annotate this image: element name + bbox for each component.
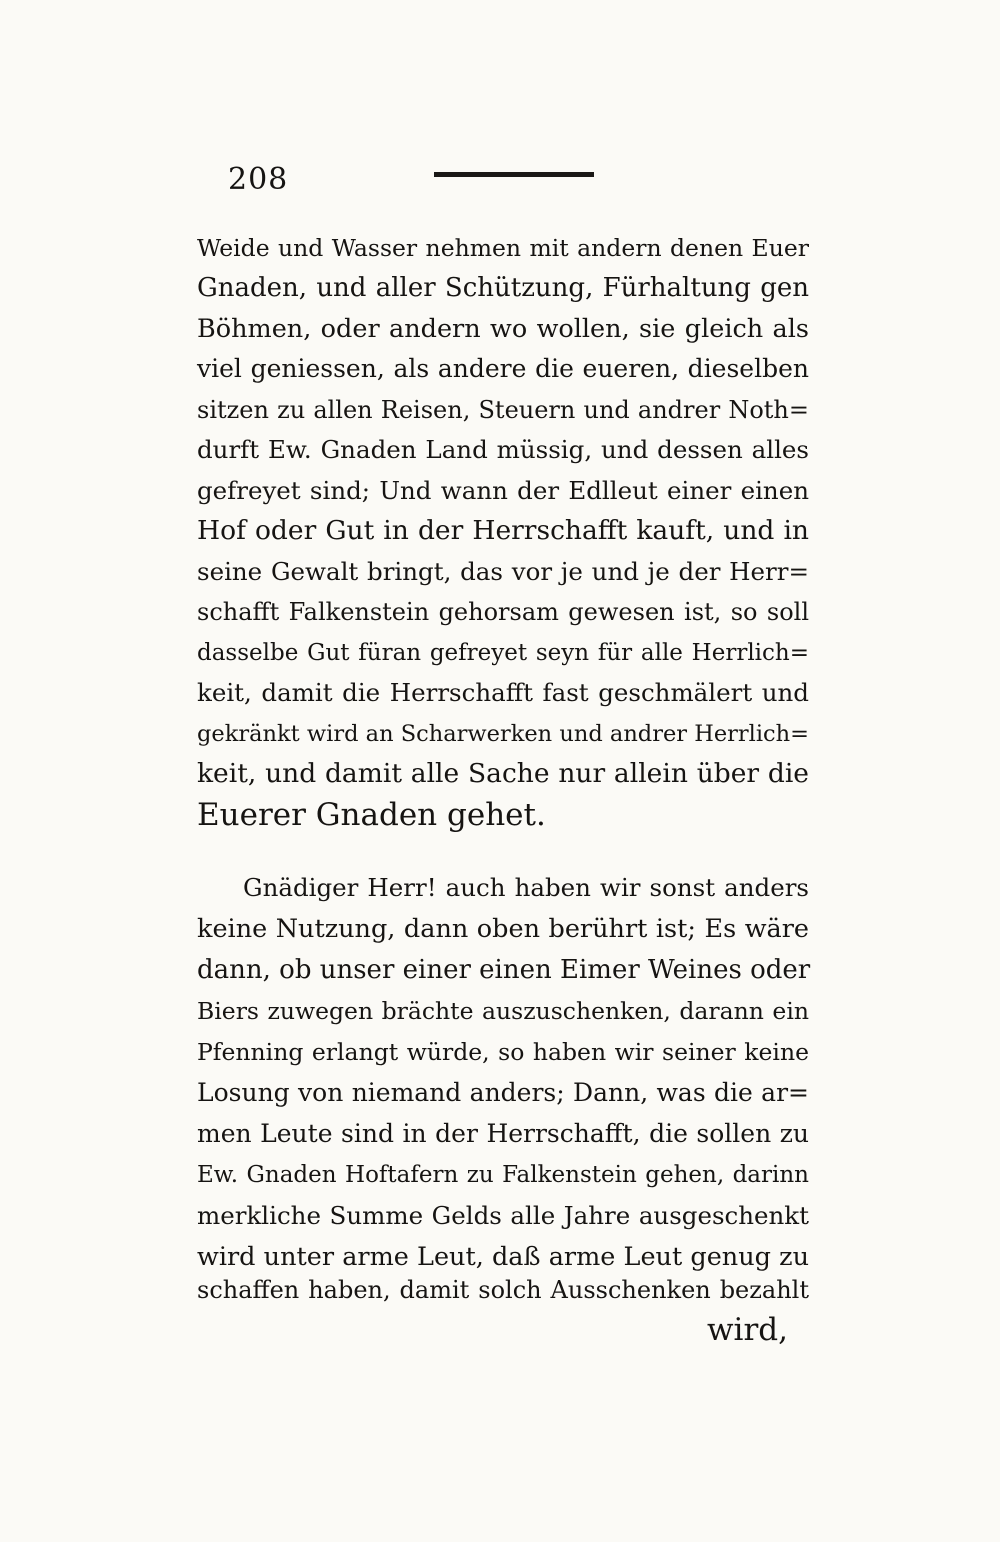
text-line: wird unter arme Leut, daß arme Leut genug zu [197, 1242, 809, 1272]
page-number: 208 [228, 162, 289, 197]
text-line: Ew. Gnaden Hoftafern zu Falkenstein gehen, darinn [197, 1162, 809, 1188]
text-line: keine Nutzung, dann oben berührt ist; Es wäre [197, 914, 809, 944]
text-line: gefreyet sind; Und wann der Edlleut einer einen [197, 476, 809, 505]
text-line: Gnädiger Herr! auch haben wir sonst anders [243, 873, 809, 902]
text-line: durft Ew. Gnaden Land müssig, und dessen alles [197, 435, 809, 464]
text-line: viel geniessen, als andere die eueren, dieselben [197, 354, 809, 383]
text-line: Pfenning erlangt würde, so haben wir seiner keine [197, 1038, 809, 1066]
text-line: schafft Falkenstein gehorsam gewesen ist, so soll [197, 598, 809, 626]
text-line: schaffen haben, damit solch Ausschenken bezahlt [197, 1276, 809, 1304]
text-line: Losung von niemand anders; Dann, was die ar= [197, 1078, 809, 1107]
text-line: dann, ob unser einer einen Eimer Weines oder [197, 955, 811, 985]
text-line: merkliche Summe Gelds alle Jahre ausgeschenkt [197, 1201, 809, 1230]
text-line: Böhmen, oder andern wo wollen, sie gleich als [197, 314, 809, 344]
text-line: Gnaden, und aller Schützung, Fürhaltung gen [197, 273, 809, 303]
text-line: keit, damit die Herrschafft fast geschmälert und [197, 678, 809, 707]
text-line: gekränkt wird an Scharwerken und andrer Herrlich= [197, 721, 809, 747]
text-line: Euerer Gnaden gehet. [197, 797, 546, 833]
header-rule [434, 172, 594, 177]
text-line: keit, und damit alle Sache nur allein über die [197, 758, 809, 789]
text-line: Biers zuwegen brächte auszuschenken, darann ein [197, 997, 809, 1025]
text-line: Weide und Wasser nehmen mit andern denen Euer [197, 234, 809, 262]
text-line: seine Gewalt bringt, das vor je und je der Herr= [197, 557, 809, 586]
text-line: sitzen zu allen Reisen, Steuern und andrer Noth= [197, 396, 809, 424]
catchword: wird, [707, 1312, 788, 1348]
text-line: Hof oder Gut in der Herrschafft kauft, und in [197, 515, 809, 546]
text-line: men Leute sind in der Herrschafft, die sollen zu [197, 1119, 809, 1148]
text-line: dasselbe Gut füran gefreyet seyn für alle Herrlich= [197, 640, 809, 666]
